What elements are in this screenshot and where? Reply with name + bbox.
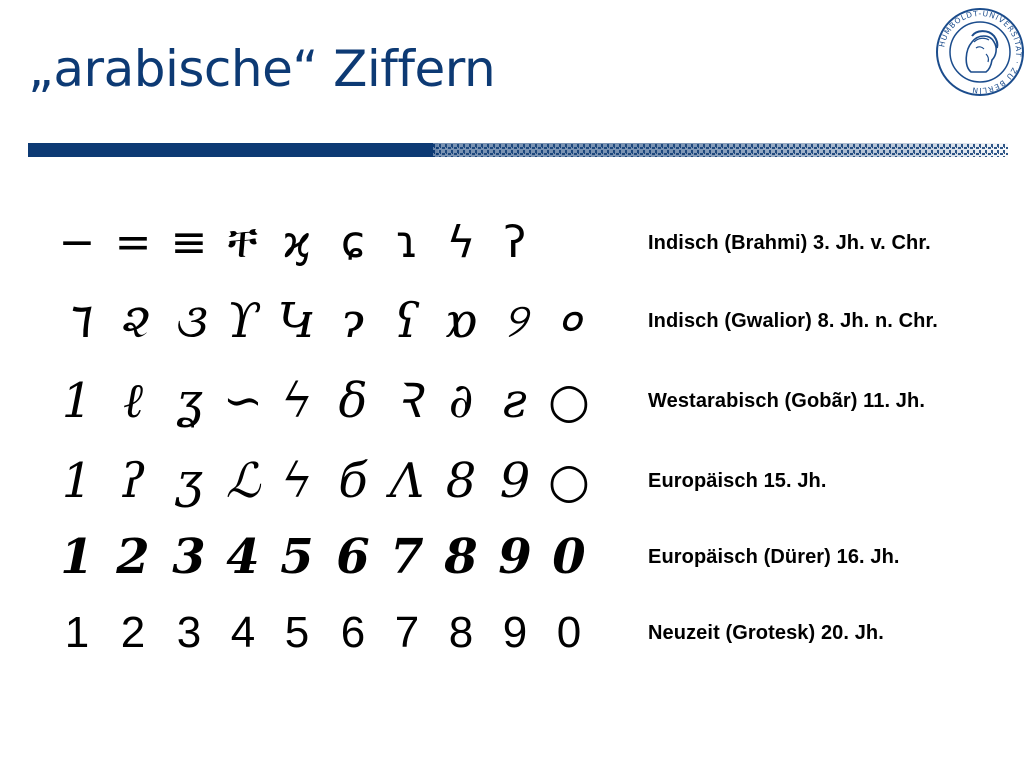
numeral-glyph: ቸ [227,217,259,268]
row-label: Westarabisch (Gobãr) 11. Jh. [648,389,925,412]
numeral-glyph: ≡ [170,217,208,268]
numeral-glyph: 9 [498,529,532,585]
numeral-glyph: ϟ [281,373,313,429]
numeral-glyph: 6 [336,529,370,585]
row-label: Europäisch (Dürer) 16. Jh. [648,545,900,568]
numeral-glyph: ϒ [226,293,260,349]
row-label: Indisch (Gwalior) 8. Jh. n. Chr. [648,309,938,332]
numeral-glyph: 0 [552,529,586,585]
numeral-glyph: 2 [120,608,146,657]
numeral-glyph: 7 [390,529,424,585]
numeral-glyph: 1 [61,373,93,429]
slide-title: „arabische“ Ziffern [28,40,496,98]
university-seal-logo [934,6,1024,98]
numeral-glyph: ϗ [282,217,312,268]
numeral-glyph: = [114,217,152,268]
title-divider-band [28,141,1008,159]
numeral-glyph: ʒ [175,453,203,509]
numeral-glyph: ʔ [120,453,146,509]
numeral-glyph: Ꝛ [392,373,422,429]
numeral-glyph: 9 [499,453,531,509]
numeral-glyph: 3 [172,529,206,585]
numeral-glyph: 1 [64,608,90,657]
numeral-glyph: Կ [277,293,317,349]
numeral-glyph: ɿ [395,217,419,268]
numeral-glyph: б [338,453,368,509]
numeral-glyph: 0 [556,608,582,657]
numeral-glyph: ० [556,293,582,349]
numeral-glyph: 1 [61,453,93,509]
numeral-glyph: ٦ [64,293,90,349]
numeral-glyph: ɂ [341,293,365,349]
numeral-glyph: ∂ [448,373,474,429]
numeral-row [0,598,1024,668]
numeral-glyph: 8 [445,453,477,509]
numeral-glyph: − [58,217,96,268]
row-label: Indisch (Brahmi) 3. Jh. v. Chr. [648,231,931,254]
numeral-glyph: ૨ [118,293,148,349]
numeral-glyph: ○ [548,453,590,509]
numeral-glyph: ૩ [173,293,205,349]
numeral-glyph: Λ [389,453,425,509]
numeral-glyph: δ [338,373,368,429]
numeral-row [0,366,1024,436]
numeral-glyph: ɕ [340,217,366,268]
numeral-glyph: ʔ [503,217,527,268]
numeral-glyph: ʓ [175,373,203,429]
numeral-glyph: 6 [340,608,366,657]
numeral-glyph: ○ [548,373,590,429]
numeral-glyph: 1 [60,529,94,585]
numeral-glyph: ϟ [281,453,313,509]
numeral-glyph: 8 [444,529,478,585]
numeral-glyph: ∽ [222,373,264,429]
numeral-glyph: ɒ [444,293,478,349]
row-label: Neuzeit (Grotesk) 20. Jh. [648,621,884,644]
numeral-glyph: 3 [176,608,202,657]
numeral-row [0,208,1024,278]
numeral-row [0,522,1024,592]
numeral-glyph: 5 [280,529,314,585]
numeral-glyph: 5 [284,608,310,657]
numeral-glyph: ℒ [225,453,261,509]
numeral-glyph: ୨ [503,293,527,349]
numeral-row [0,446,1024,516]
numeral-glyph: ℓ [123,373,143,429]
numeral-glyph: ƨ [502,373,528,429]
numeral-glyph: 7 [394,608,420,657]
numeral-glyph: 8 [448,608,474,657]
numeral-glyph: 4 [226,529,260,585]
numeral-glyph: 4 [230,608,256,657]
numeral-glyph: ʕ [394,293,420,349]
svg-text:HUMBOLDT-UNIVERSITÄT · ZU BERL: HUMBOLDT-UNIVERSITÄT · ZU BERLIN [937,8,1024,96]
numeral-glyph: 2 [116,529,150,585]
numeral-row [0,286,1024,356]
row-label: Europäisch 15. Jh. [648,469,827,492]
numeral-glyph: ϟ [446,217,476,268]
numeral-glyph: 9 [502,608,528,657]
